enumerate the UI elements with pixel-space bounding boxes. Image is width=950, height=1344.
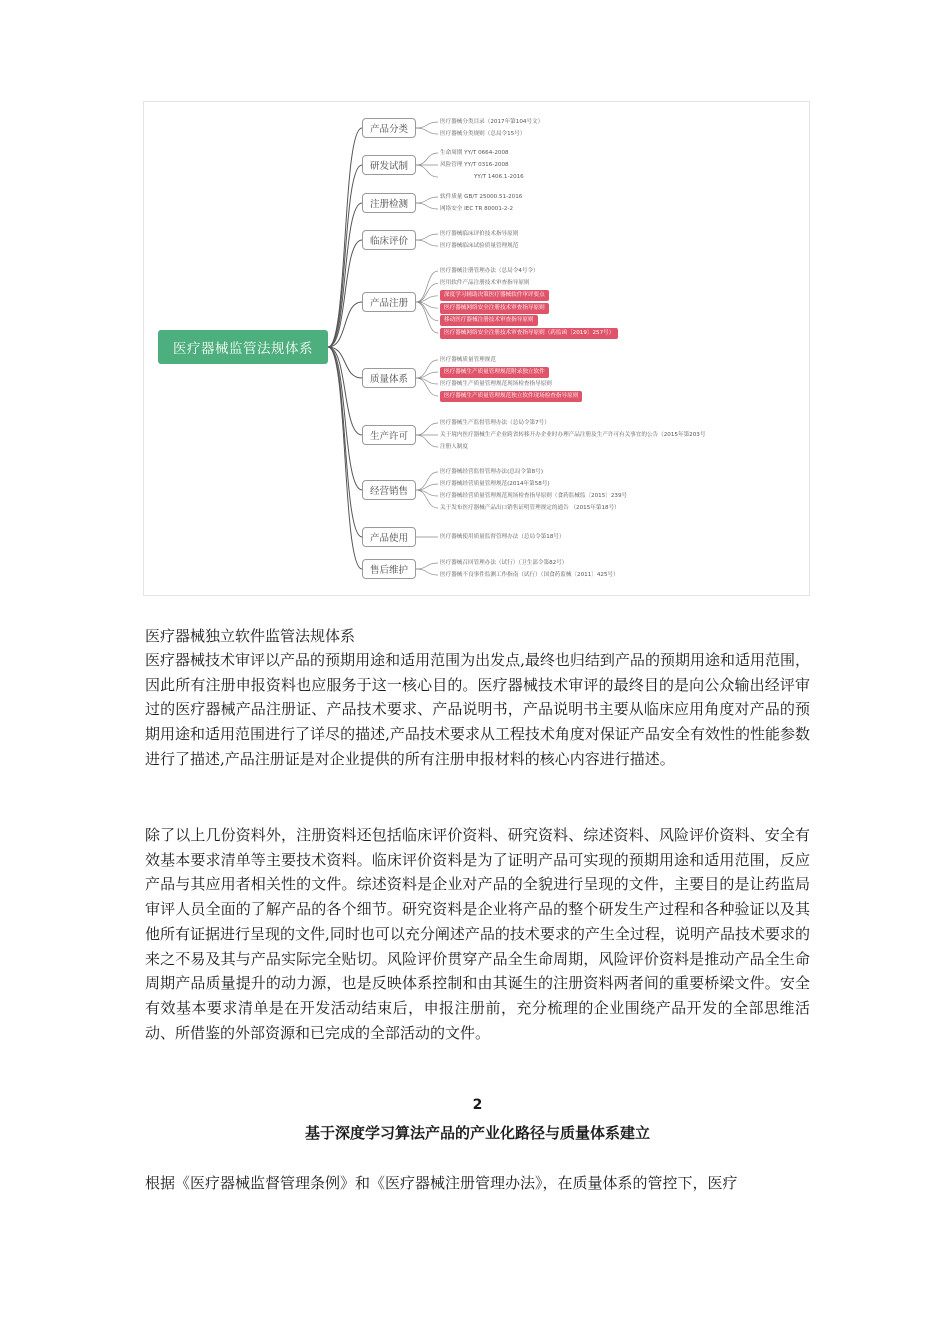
mindmap-category: 产品分类 (362, 118, 416, 138)
mindmap-leaf: 软件质量 GB/T 25000.51-2016 (440, 193, 523, 200)
leaf-connector (416, 153, 438, 165)
mindmap-category: 研发试制 (362, 155, 416, 175)
leaf-connector (416, 165, 438, 177)
mindmap-leaf: 医疗器械分类目录（2017年第104号文） (440, 118, 544, 125)
mindmap-category: 生产许可 (362, 425, 416, 445)
mindmap-leaf: 深度学习辅助决策医疗器械软件审评要点 (440, 290, 549, 301)
paragraph-2: 除了以上几份资料外，注册资料还包括临床评价资料、研究资料、综述资料、风险评价资料、安全有效基本要求清单等主要技术资料。临床评价资料是为了证明产品可实现的预期用途和适用范围，反应产品与其应用者相关性的文件。综述资料是企业对产品的全貌进行呈现的文件，主要目的是让药监局审评人员全面的了解产品的各个细节。研究资料是企业将产品的整个研发生产过程和各种验证以及其他所有证据进行呈现的文件,同时也可以充分阐述产品的技术要求的产生全过程，说明产品技术要求的来之不易及其与产品实际完全贴切。风险评价贯穿产品全生命周期，风险评价资料是推动产品全生命周期产品质量提升的动力源，也是反映体系控制和由其诞生的注册资料两者间的重要桥梁文件。安全有效基本要求清单是在开发活动结束后，申报注册前，充分梳理的企业围绕产品开发的全部思维活动、所借鉴的外部资源和已完成的全部活动的文件。 (145, 826, 810, 1042)
mindmap-leaf: YY/T 1406.1-2016 (474, 173, 524, 180)
mindmap-leaf: 风险管理 YY/T 0316-2008 (440, 161, 509, 168)
category-connector (328, 347, 362, 569)
leaf-connector (416, 197, 438, 203)
mindmap-category: 产品注册 (362, 292, 416, 312)
leaf-connector (416, 302, 438, 333)
mindmap-leaf: 生命周期 YY/T 0664-2008 (440, 149, 509, 156)
mindmap-leaf: 医疗器械注册管理办法（总局令4号令） (440, 267, 539, 274)
mindmap-leaf: 医疗器械网络安全注册技术审查指导原则 (440, 303, 549, 314)
mindmap-leaf: 医疗器械不良事件监测工作指南（试行）（国食药监械〔2011〕425号） (440, 571, 619, 578)
mindmap-category: 售后维护 (362, 559, 416, 579)
mindmap-leaf: 医疗器械质量管理规范 (440, 356, 496, 363)
mindmap-root: 医疗器械监管法规体系 (158, 330, 328, 364)
mindmap-leaf: 医疗器械生产质量管理规范附录独立软件 (440, 367, 549, 378)
category-connector (328, 347, 362, 537)
mindmap-leaf: 医疗器械临床评价技术指导原则 (440, 230, 519, 237)
mindmap-leaf: 网络安全 IEC TR 80001-2-2 (440, 205, 514, 212)
mindmap-category: 产品使用 (362, 527, 416, 547)
mindmap-category: 质量体系 (362, 368, 416, 388)
category-connector (328, 347, 362, 490)
mindmap-leaf: 医疗器械经营监督管理办法(总局令第8号) (440, 468, 544, 475)
mindmap-leaf: 医疗器械临床试验质量管理规范 (440, 242, 519, 249)
figure-caption: 医疗器械独立软件监管法规体系 (145, 627, 356, 645)
paragraph-1: 医疗器械技术审评以产品的预期用途和适用范围为出发点,最终也归结到产品的预期用途和适用范围，因此所有注册申报资料也应服务于这一核心目的。医疗器械技术审评的最终目的是向公众输出经评审过的医疗器械产品注册证、产品技术要求、产品说明书，产品说明书主要从临床应用角度对产品的预期用途和适用范围进行了详尽的描述,产品技术要求从工程技术角度对保证产品安全有效性的性能参数进行了描述,产品注册证是对企业提供的所有注册申报材料的核心内容进行描述。 (145, 651, 810, 768)
regulation-mindmap (143, 101, 810, 596)
mindmap-leaf: 医疗器械生产监督管理办法（总局令第7号） (440, 419, 550, 426)
mindmap-leaf: 移动医疗器械注册技术审查指导原则 (440, 315, 538, 326)
mindmap-leaf: 医疗器械经营质量管理规范现场检查指导原则（食药监械监〔2015〕239号 (440, 492, 628, 499)
mindmap-leaf: 医疗器械使用质量监督管理办法（总局令第18号） (440, 533, 565, 540)
mindmap-leaf: 医疗器械召回管理办法（试行）（卫生部令第82号） (440, 559, 568, 566)
leaf-connector (416, 234, 438, 240)
leaf-connector (416, 563, 438, 569)
mindmap-leaf: 注册人制度 (440, 443, 468, 450)
category-connector (328, 128, 362, 347)
mindmap-leaf: 医疗器械生产质量管理规范独立软件现场检查指导原则 (440, 391, 582, 402)
mindmap-leaf: 医疗器械网络安全注册技术审查指导原则（药监函〔2019〕257号） (440, 328, 618, 339)
leaf-connector (416, 423, 438, 435)
category-connector (328, 165, 362, 347)
leaf-connector (416, 435, 438, 447)
mindmap-leaf: 关于发布医疗器械产品出口销售证明管理规定的通告 （2015年第18号） (440, 504, 620, 511)
mindmap-category: 经营销售 (362, 480, 416, 500)
leaf-connector (416, 569, 438, 575)
leaf-connector (416, 203, 438, 209)
paragraph-3: 根据《医疗器械监督管理条例》和《医疗器械注册管理办法》，在质量体系的管控下，医疗 (145, 1174, 738, 1192)
mindmap-category: 临床评价 (362, 230, 416, 250)
mindmap-leaf: 关于境内医疗器械生产企业跨省转移开办企业时办理产品注册及生产许可有关事宜的公告（2015年第203号 (440, 431, 706, 438)
mindmap-leaf: 医用软件产品注册技术审查指导原则 (440, 279, 530, 286)
leaf-connector (416, 271, 438, 302)
mindmap-category: 注册检测 (362, 193, 416, 213)
mindmap-leaf: 医疗器械分类规则（总局令15号） (440, 130, 526, 137)
mindmap-leaf: 医疗器械生产质量管理规范现场检查指导原则 (440, 380, 552, 387)
leaf-connector (416, 240, 438, 246)
section-title: 基于深度学习算法产品的产业化路径与质量体系建立 (304, 1124, 650, 1142)
section-number: 2 (472, 1097, 483, 1113)
leaf-connector (416, 122, 438, 128)
leaf-connector (416, 128, 438, 134)
mindmap-leaf: 医疗器械经营质量管理规范(2014年第58号) (440, 480, 550, 487)
